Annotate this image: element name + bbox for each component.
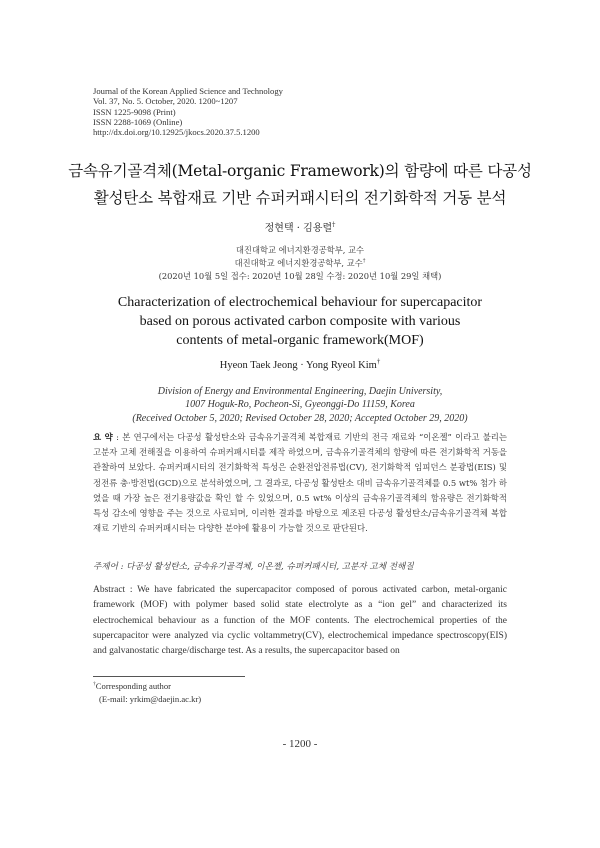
corresponding-author-note: †Corresponding author bbox=[93, 681, 171, 691]
english-affiliations bbox=[0, 385, 600, 425]
author-email: (E-mail: yrkim@daejin.ac.kr) bbox=[99, 694, 202, 704]
korean-title bbox=[0, 158, 600, 212]
footnote-rule bbox=[93, 676, 245, 677]
issn-print: ISSN 1225-9098 (Print) bbox=[93, 106, 176, 117]
english-abstract-text: : We have fabricated the supercapacitor composed of porous activated carbon, metal-organic framework (MOF) with polymer based solid state electrolyte as a “ion gel” and characterized its electrochemical behaviour as a function of the MOF contents. The electrochemical properties of the supercapacitor were analyzed via cyclic voltammetry(CV), electrochemical impedance spectroscopy(EIS) and galvanostatic charge/discharge test. As a results, the supercapacitor based on bbox=[93, 585, 507, 657]
footnote bbox=[93, 680, 201, 706]
korean-title-line: 금속유기골격체(Metal-organic Framework)의 함량에 따른 다공성 bbox=[68, 162, 532, 180]
issn-online: ISSN 2288-1069 (Online) bbox=[93, 116, 183, 127]
korean-affiliation: 대진대학교 에너지환경공학부, 교수 bbox=[235, 245, 365, 255]
journal-info bbox=[93, 86, 283, 137]
korean-affiliation: 대진대학교 에너지환경공학부, 교수† bbox=[234, 258, 366, 269]
korean-affiliations bbox=[0, 244, 600, 284]
korean-abstract bbox=[93, 430, 507, 536]
english-abstract-label: Abstract bbox=[93, 585, 126, 595]
english-affiliation-line: Division of Energy and Environmental Engineering, Daejin University, bbox=[157, 386, 443, 397]
english-title-line: Characterization of electrochemical behaviour for supercapacitor bbox=[117, 295, 483, 310]
page-number: - 1200 - bbox=[282, 738, 318, 750]
english-abstract bbox=[93, 583, 507, 659]
corresponding-mark: † bbox=[362, 258, 366, 265]
korean-title-line: 활성탄소 복합재료 기반 슈퍼커패시터의 전기화학적 거동 분석 bbox=[93, 189, 507, 207]
corresponding-mark: † bbox=[332, 220, 336, 229]
english-title-line: based on porous activated carbon composite with various bbox=[139, 314, 461, 329]
korean-abstract-label: 요 약 bbox=[93, 432, 113, 442]
doi-link[interactable]: http://dx.doi.org/10.12925/jkocs.2020.37.5.1200 bbox=[93, 127, 260, 138]
english-dates: (Received October 5, 2020; Revised October 28, 2020; Accepted October 29, 2020) bbox=[132, 412, 468, 424]
journal-name: Journal of the Korean Applied Science and Technology bbox=[93, 86, 283, 96]
korean-dates: (2020년 10월 5일 접수: 2020년 10월 28일 수정: 2020년 10월 29일 채택) bbox=[158, 271, 442, 282]
korean-keywords: 주제어 : 다공성 활성탄소, 금속유기골격체, 이온젤, 슈퍼커패시터, 고분자 고체 전해질 bbox=[93, 562, 414, 572]
corresponding-mark: † bbox=[93, 681, 96, 688]
english-affiliation-line: 1007 Hoguk-Ro, Pocheon-Si, Gyeonggi-Do 11159, Korea bbox=[185, 399, 415, 411]
english-authors bbox=[0, 360, 600, 371]
english-title bbox=[0, 293, 600, 350]
english-author-names: Hyeon Taek Jeong · Yong Ryeol Kim bbox=[219, 360, 377, 371]
korean-authors bbox=[0, 219, 600, 234]
corresponding-mark: † bbox=[376, 358, 381, 366]
journal-volume: Vol. 37, No. 5. October, 2020. 1200~1207 bbox=[93, 96, 238, 107]
korean-abstract-text: : 본 연구에서는 다공성 활성탄소와 금속유기골격체 복합재료 기반의 전극 재료와 “이온젤” 이라고 불리는 고분자 고체 전해질을 이용하여 슈퍼커패시터를 제작 하였으며, 금속유기골격체의 함량에 따른 전기화학적 거동을 관찰하여 보았다. 슈퍼커패시터의 전기화학적 특성은 순환전압전류법(CV), 전기화학적 임피던스 분광법(EIS) 및 정전류 충·방전법(GCD)으로 분석하였으며, 그 결과로, 다공성 활성탄소 대비 금속유기골격체를 0.5 wt% 첨가 하였을 때 가장 높은 전기용량값을 확인 할 수 있었으며, 0.5 wt% 이상의 금속유기골격체의 함유량은 전기화학적 특성 감소에 영향을 주는 것으로 사료되며, 이러한 결과를 바탕으로 제조된 다공성 활성탄소/금속유기골격체 복합재료 기반의 슈퍼커패시터는 다양한 분야에 활용이 가능할 것으로 판단된다. bbox=[93, 432, 507, 534]
korean-author-names: 정현택 · 김용렬 bbox=[264, 223, 333, 234]
english-title-line: contents of metal-organic framework(MOF) bbox=[176, 333, 424, 348]
